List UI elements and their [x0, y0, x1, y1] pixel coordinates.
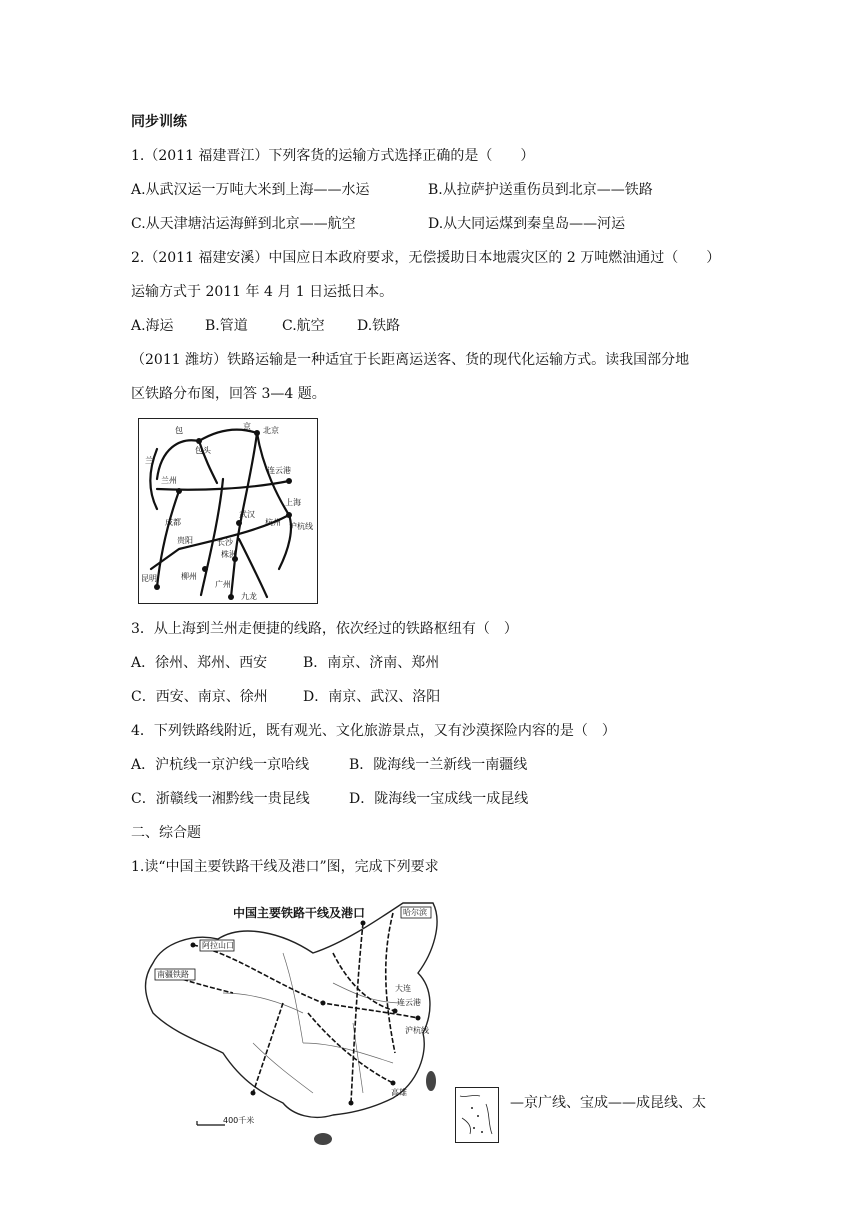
- map1-label-jiulong: 九龙: [241, 592, 257, 601]
- q3-stem: 3．从上海到兰州走便捷的线路，依次经过的铁路枢纽有（ ）: [131, 621, 518, 637]
- q2-option-c: C.航空: [282, 318, 325, 334]
- intro-line1: （2011 潍坊）铁路运输是一种适宜于长距离运送客、货的现代化运输方式。读我国部分地: [131, 352, 690, 368]
- q1-option-c: C.从天津塘沽运海鲜到北京——航空: [131, 216, 356, 232]
- q4-option-a: A．沪杭线一京沪线一京哈线: [131, 757, 310, 773]
- q2-option-d: D.铁路: [357, 318, 401, 334]
- q2-option-b: B.管道: [205, 318, 248, 334]
- q3-option-d: D．南京、武汉、洛阳: [303, 689, 441, 705]
- q2-stem-line1: 2.（2011 福建安溪）中国应日本政府要求，无偿援助日本地震灾区的 2 万吨燃油通过（ ）: [131, 250, 721, 266]
- q1-option-d: D.从大同运煤到秦皇岛——河运: [428, 216, 626, 232]
- map1-label-chengdu: 成都: [165, 518, 181, 527]
- railway-map-1-drawing: [139, 419, 317, 603]
- map2-title: 中国主要铁路干线及港口: [233, 906, 366, 920]
- q4-option-c: C．浙赣线一湘黔线一贵昆线: [131, 791, 310, 807]
- map2-label-harbin: 哈尔滨: [403, 908, 427, 917]
- inset-drawing: [456, 1088, 498, 1142]
- map2-label-dalian: 大连: [395, 984, 411, 993]
- china-railway-map: [133, 893, 503, 1155]
- q4-option-b: B．陇海线一兰新线一南疆线: [349, 757, 528, 773]
- map1-label-beijing: 北京: [263, 426, 279, 435]
- map1-label-lanzhou: 兰州: [161, 476, 177, 485]
- map1-label-zhuzhou: 株洲: [221, 550, 237, 559]
- map1-label-hangzhou: 杭州: [265, 518, 281, 527]
- south-china-sea-inset: [455, 1087, 499, 1143]
- section-title: 同步训练: [131, 114, 187, 130]
- cq1-stem: 1.读“中国主要铁路干线及港口”图，完成下列要求: [131, 859, 439, 875]
- q1-option-b: B.从拉萨护送重伤员到北京——铁路: [428, 182, 653, 198]
- map1-label-kunming: 昆明: [141, 574, 157, 583]
- map1-label-lianyungang: 连云港: [267, 466, 291, 475]
- q2-stem-line2: 运输方式于 2011 年 4 月 1 日运抵日本。: [131, 284, 394, 300]
- map1-label-huhang: 沪杭线: [289, 522, 313, 531]
- q2-option-a: A.海运: [131, 318, 174, 334]
- q3-option-c: C．西安、南京、徐州: [131, 689, 268, 705]
- q4-stem: 4．下列铁路线附近，既有观光、文化旅游景点，又有沙漠探险内容的是（ ）: [131, 723, 616, 739]
- map1-label-guiyang: 贵阳: [177, 536, 193, 545]
- map1-label-jing: 京: [243, 422, 251, 431]
- q3-option-a: A．徐州、郑州、西安: [131, 655, 268, 671]
- map2-label-alashankou: 阿拉山口: [202, 941, 234, 950]
- map2-label-huhang: 沪杭线: [405, 1026, 429, 1035]
- q4-option-d: D．陇海线一宝成线一成昆线: [349, 791, 529, 807]
- trailing-text: —京广线、宝成——成昆线、太: [510, 1095, 706, 1111]
- map1-label-wuhan: 武汉: [239, 510, 255, 519]
- intro-line2: 区铁路分布图，回答 3—4 题。: [131, 386, 326, 402]
- map1-label-liuzhou: 柳州: [181, 572, 197, 581]
- map2-scale: 400千米: [223, 1116, 255, 1125]
- q3-option-b: B．南京、济南、郑州: [303, 655, 440, 671]
- map1-label-changsha: 长沙: [217, 538, 233, 547]
- china-railway-map-drawing: [133, 893, 503, 1155]
- map2-label-gaoxiong: 高雄: [391, 1088, 407, 1097]
- section2-title: 二、综合题: [131, 825, 201, 841]
- map1-label-guangzhou: 广州: [215, 580, 231, 589]
- map1-label-shanghai: 上海: [285, 498, 301, 507]
- railway-map-1: [138, 418, 318, 604]
- map2-label-nanjiang: 南疆铁路: [157, 970, 189, 979]
- map1-label-lan: 兰: [145, 456, 153, 465]
- q1-stem: 1.（2011 福建晋江）下列客货的运输方式选择正确的是（ ）: [131, 148, 535, 164]
- map1-label-baotou: 包头: [195, 446, 211, 455]
- q1-option-a: A.从武汉运一万吨大米到上海——水运: [131, 182, 370, 198]
- map1-label-bao: 包: [175, 426, 183, 435]
- map2-label-lianyungang: 连云港: [397, 998, 421, 1007]
